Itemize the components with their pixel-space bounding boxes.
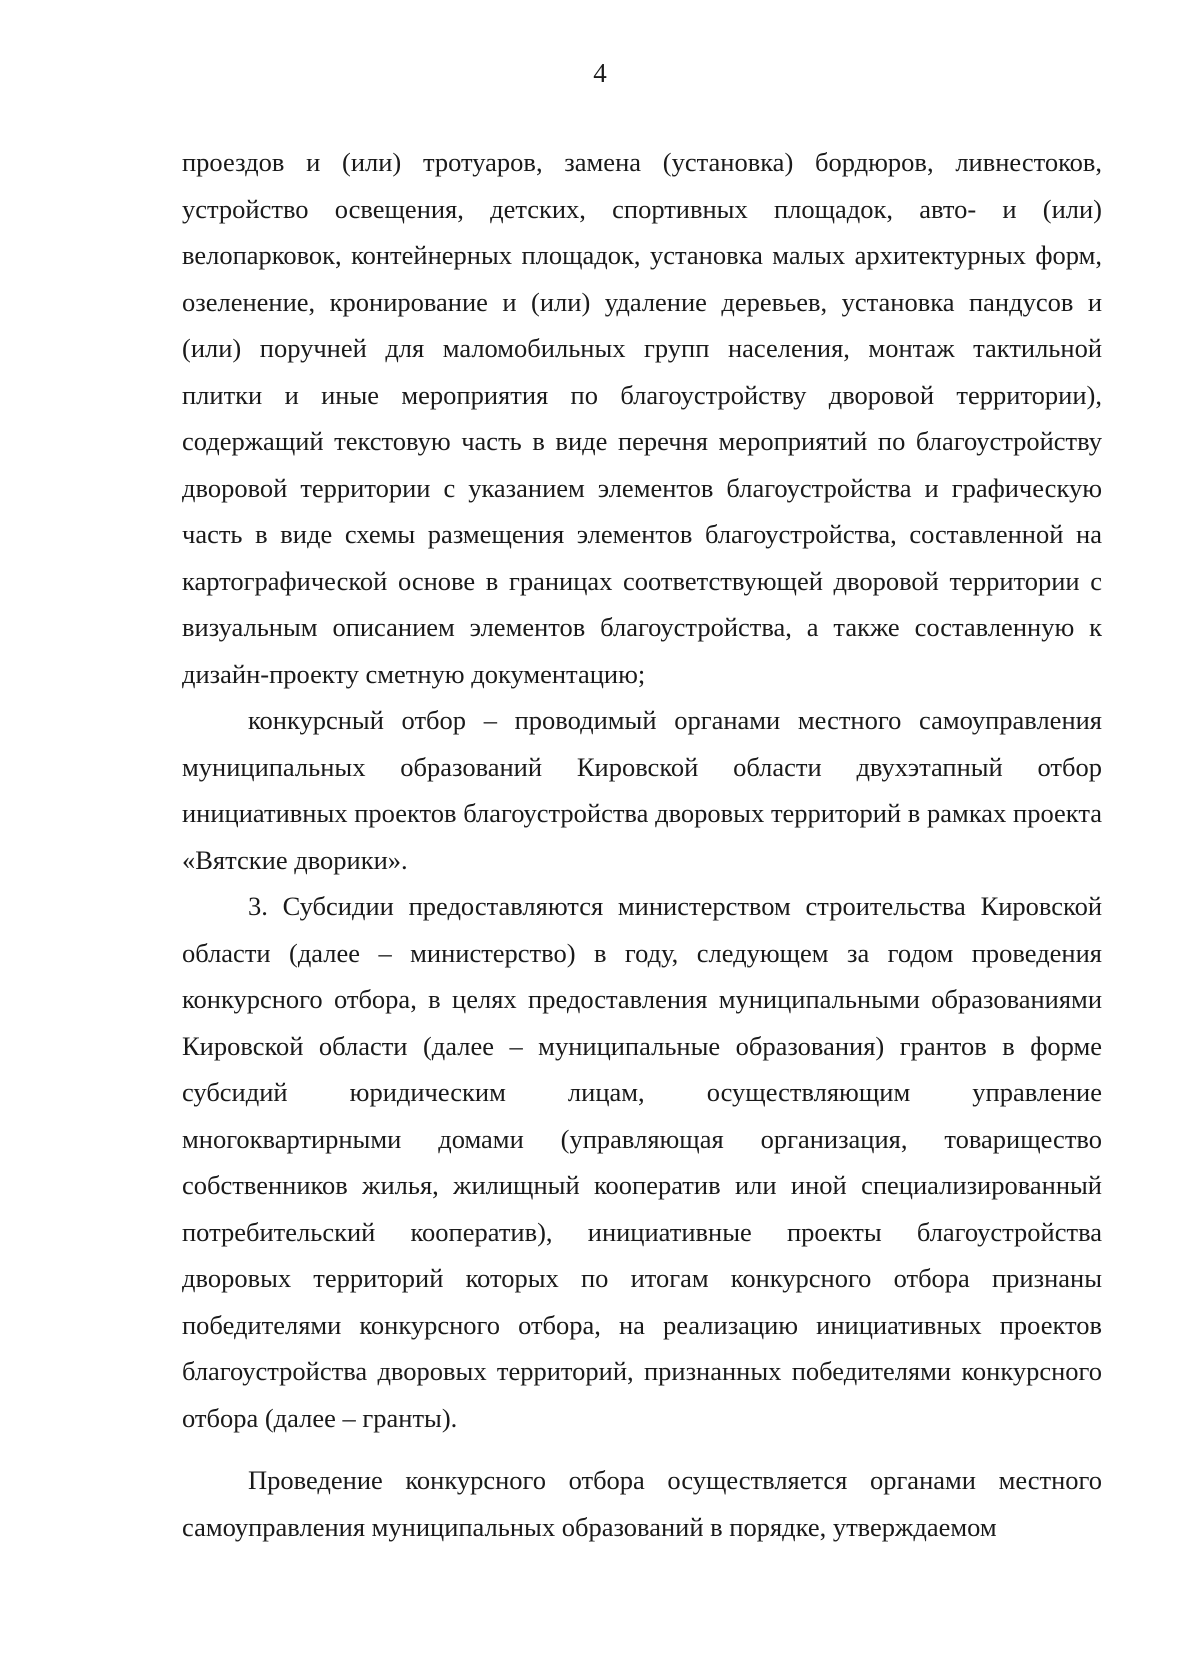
paragraph-spacer <box>182 1441 1102 1457</box>
paragraph-subsidies-clause-3: 3. Субсидии предоставляются министерством строительства Кировской области (далее – министерство) в году, следующем за годом проведения конкурсного отбора, в целях предоставления муниципальными образованиями Кировской области (далее – муниципальные образования) грантов в форме субсидий юридическим лицам, осуществляющим управление многоквартирными домами (управляющая организация, товарищество собственников жилья, жилищный кооператив или иной специализированный потребительский кооператив), инициативные проекты благоустройства дворовых территорий которых по итогам конкурсного отбора признаны победителями конкурсного отбора, на реализацию инициативных проектов благоустройства дворовых территорий, признанных победителями конкурсного отбора (далее – гранты). <box>182 891 1102 1433</box>
paragraph-competitive-selection-definition: конкурсный отбор – проводимый органами местного самоуправления муниципальных образований Кировской области двухэтапный отбор инициативных проектов благоустройства дворовых территорий в рамках проекта «Вятские дворики». <box>182 705 1102 875</box>
page-number: 4 <box>593 58 607 88</box>
paragraph-design-project-continuation: проездов и (или) тротуаров, замена (установка) бордюров, ливнестоков, устройство освещения, детских, спортивных площадок, авто- и (или) велопарковок, контейнерных площадок, установка малых архитектурных форм, озеленение, кронирование и (или) удаление деревьев, установка пандусов и (или) поручней для маломобильных групп населения, монтаж тактильной плитки и иные мероприятия по благоустройству дворовой территории), содержащий текстовую часть в виде перечня мероприятий по благоустройству дворовой территории с указанием элементов благоустройства и графическую часть в виде схемы размещения элементов благоустройства, составленной на картографической основе в границах соответствующей дворовой территории с визуальным описанием элементов благоустройства, а также составленную к дизайн-проекту сметную документацию; <box>182 147 1102 689</box>
paragraph-selection-procedure: Проведение конкурсного отбора осуществляется органами местного самоуправления муниципальных образований в порядке, утверждаемом <box>182 1465 1102 1542</box>
document-body <box>182 139 1102 1550</box>
